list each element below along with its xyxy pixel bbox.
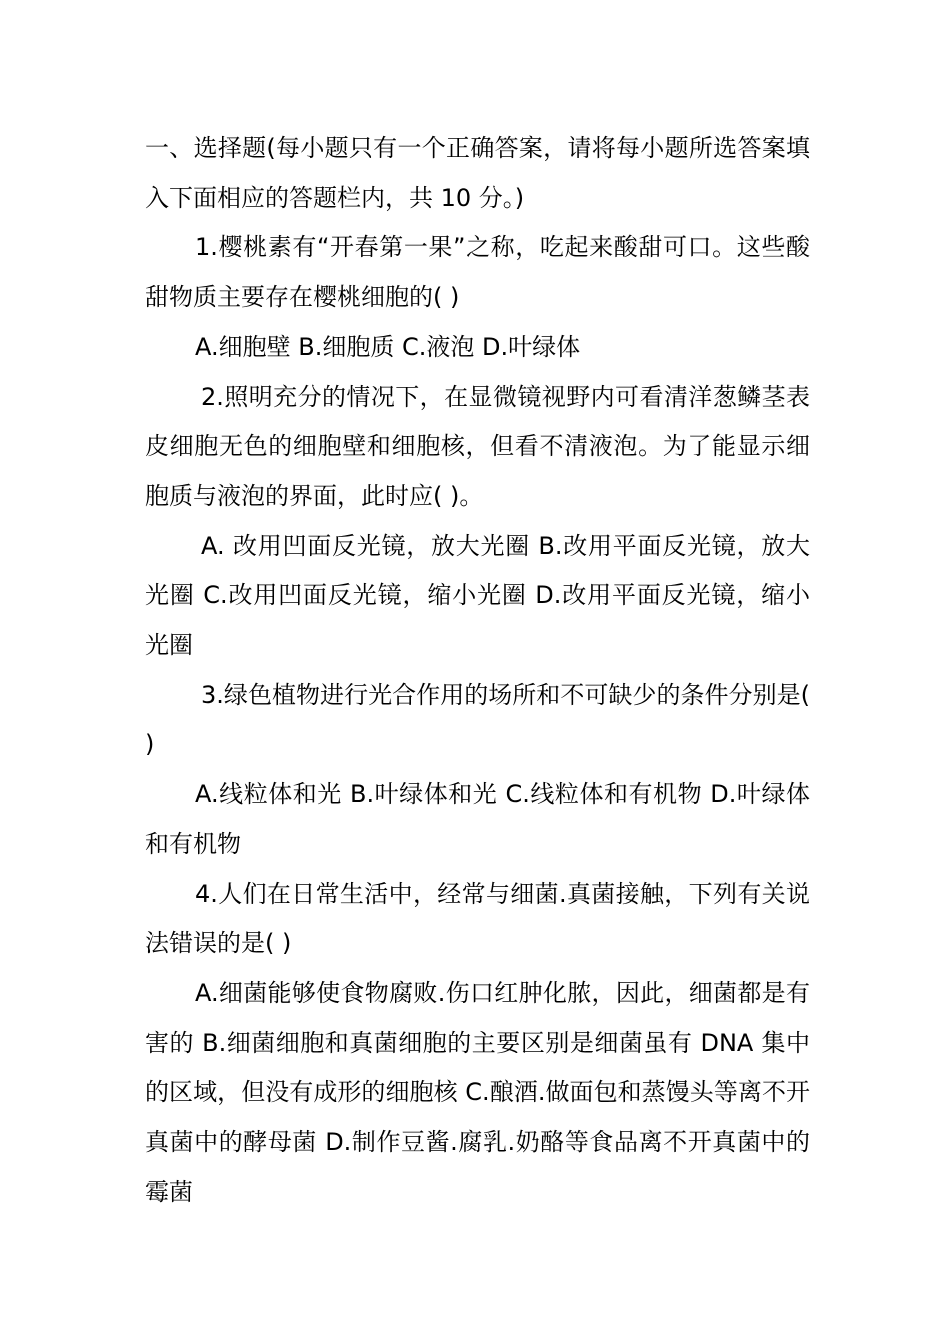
question-2-stem: 2.照明充分的情况下，在显微镜视野内可看清洋葱鳞茎表皮细胞无色的细胞壁和细胞核，但看不清液泡。为了能显示细胞质与液泡的界面，此时应( )。 <box>145 382 810 510</box>
question-2-options: A. 改用凹面反光镜，放大光圈 B.改用平面反光镜，放大光圈 C.改用凹面反光镜，缩小光圈 D.改用平面反光镜，缩小光圈 <box>145 531 810 660</box>
question-4-options: A.细菌能够使食物腐败.伤口红肿化脓，因此，细菌都是有害的 B.细菌细胞和真菌细胞的主要区别是细菌虽有 DNA 集中的区域，但没有成形的细胞核 C.酿酒.做面包和蒸馒头等离不开真菌中的酵母菌 D.制作豆酱.腐乳.奶酪等食品离不开真菌中的霉菌 <box>145 978 810 1206</box>
question-4-stem: 4.人们在日常生活中，经常与细菌.真菌接触，下列有关说法错误的是( ) <box>145 879 810 958</box>
question-1-stem: 1.樱桃素有“开春第一果”之称，吃起来酸甜可口。这些酸甜物质主要存在樱桃细胞的( ) <box>145 233 810 312</box>
document-page <box>145 124 810 1217</box>
question-3-options: A.线粒体和光 B.叶绿体和光 C.线粒体和有机物 D.叶绿体和有机物 <box>145 780 810 858</box>
question-3-stem: 3.绿色植物进行光合作用的场所和不可缺少的条件分别是( ) <box>145 680 810 759</box>
section-heading: 一、选择题(每小题只有一个正确答案，请将每小题所选答案填入下面相应的答题栏内，共 10 分。) <box>145 134 810 212</box>
question-1-options: A.细胞壁 B.细胞质 C.液泡 D.叶绿体 <box>195 332 581 361</box>
